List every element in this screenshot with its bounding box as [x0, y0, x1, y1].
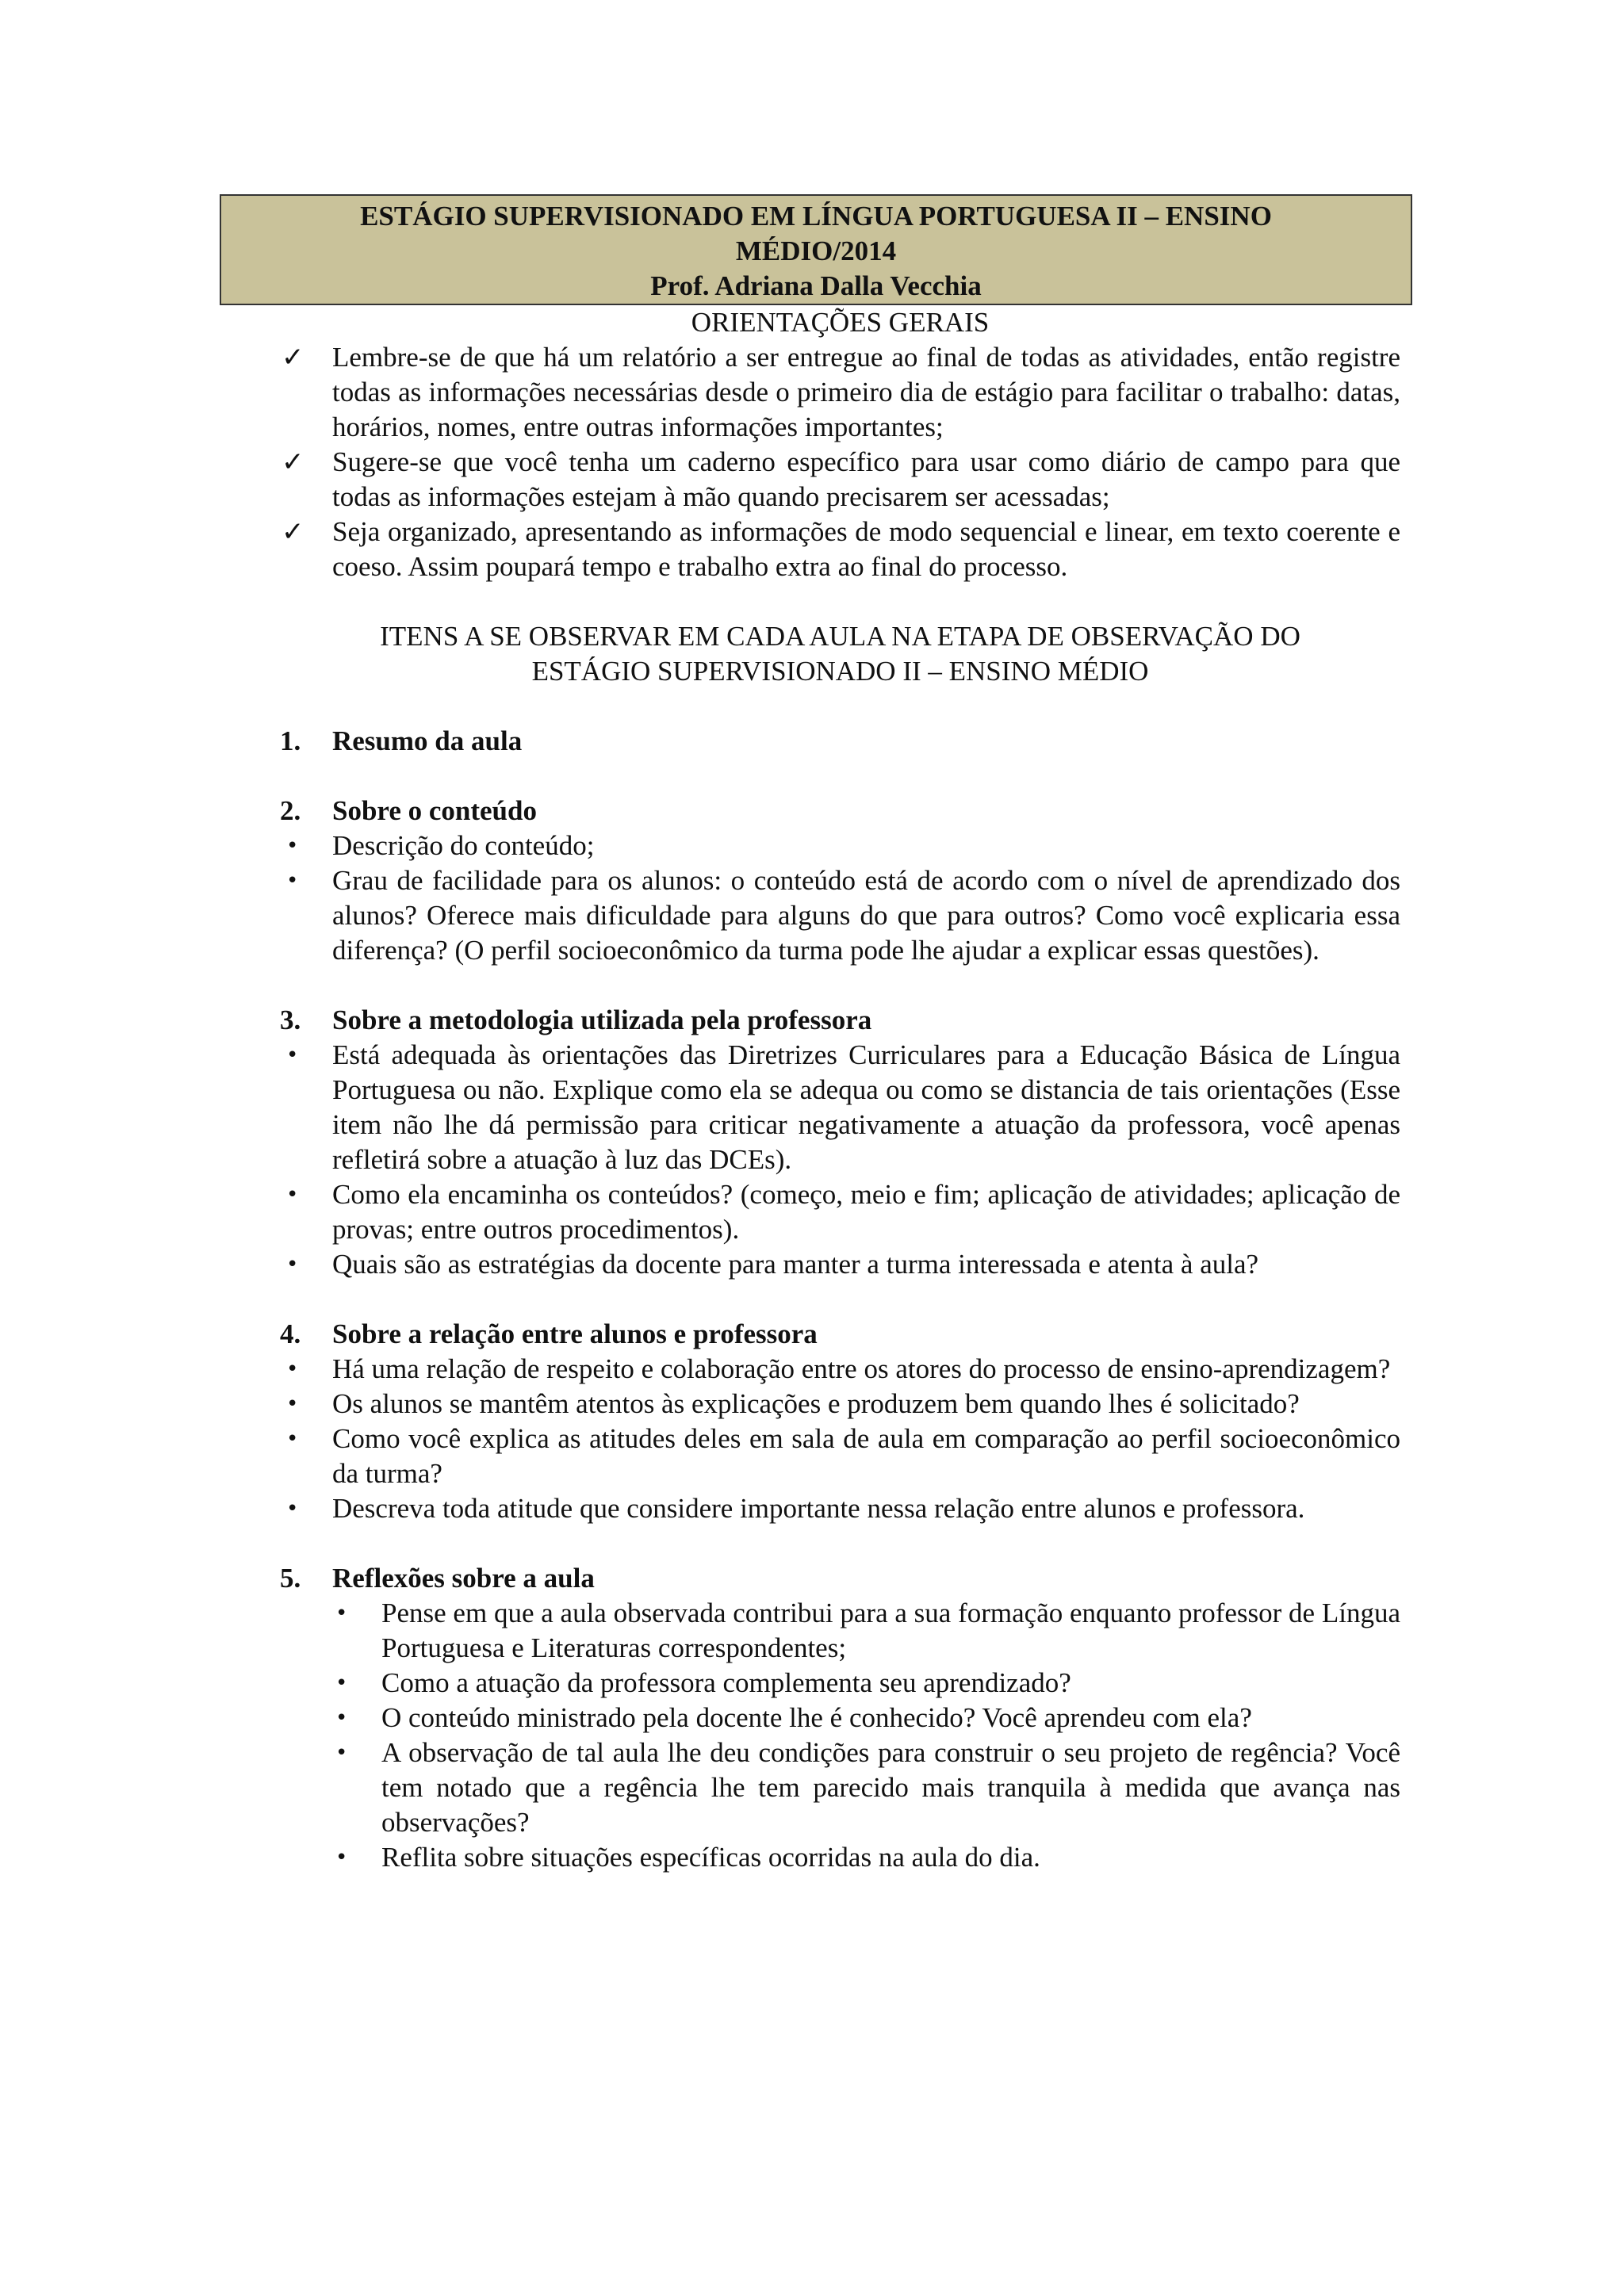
bullet-icon: •: [335, 1671, 348, 1695]
section-heading-5: [280, 1561, 1400, 1596]
guideline-item: [280, 515, 1400, 584]
bullet-icon: •: [286, 1357, 299, 1381]
section-4-list: [280, 1352, 1400, 1526]
list-item: [280, 1387, 1400, 1422]
section-5-list: [280, 1596, 1400, 1875]
guideline-item: [280, 445, 1400, 515]
general-guidelines-list: [280, 340, 1400, 584]
section-number: 1.: [280, 725, 301, 756]
bullet-icon: •: [335, 1706, 348, 1730]
section-3-list: [280, 1038, 1400, 1282]
section-heading-3: [280, 1003, 1400, 1038]
section-title: Resumo da aula: [332, 725, 523, 756]
checkmark-icon: ✓: [282, 446, 304, 478]
list-item-text: Há uma relação de respeito e colaboração entre os atores do processo de ensino-aprendizagem?: [332, 1353, 1391, 1384]
section-number: 3.: [280, 1004, 301, 1035]
guideline-text: Seja organizado, apresentando as informações de modo sequencial e linear, em texto coerente e coeso. Assim poupará tempo e trabalho extra ao final do processo.: [332, 516, 1400, 582]
list-item: [280, 863, 1400, 968]
bullet-icon: •: [286, 1253, 299, 1276]
list-item-text: A observação de tal aula lhe deu condições para construir o seu projeto de regência? Você tem notado que a regência lhe tem parecido mais tranquila à medida que avança nas observações?: [381, 1737, 1400, 1838]
observation-items-title: [280, 619, 1400, 689]
list-item-text: Descreva toda atitude que considere importante nessa relação entre alunos e professora.: [332, 1493, 1305, 1524]
list-item: [280, 1422, 1400, 1491]
bullet-icon: •: [335, 1601, 348, 1625]
section-heading-4: [280, 1317, 1400, 1352]
list-item: [280, 1247, 1400, 1282]
list-item-text: Como você explica as atitudes deles em sala de aula em comparação ao perfil socioeconômico da turma?: [332, 1423, 1400, 1489]
guideline-item: [280, 340, 1400, 445]
bullet-icon: •: [335, 1846, 348, 1869]
list-item-text: Quais são as estratégias da docente para manter a turma interessada e atenta à aula?: [332, 1249, 1259, 1280]
section-number: 2.: [280, 795, 301, 826]
bullet-icon: •: [335, 1741, 348, 1765]
list-item-text: Grau de facilidade para os alunos: o conteúdo está de acordo com o nível de aprendizado dos alunos? Oferece mais dificuldade para alguns do que para outros? Como você explicaria essa diferença? (O perfil socioeconômico da turma pode lhe ajudar a explicar essas questões).: [332, 865, 1400, 966]
list-item-text: Pense em que a aula observada contribui para a sua formação enquanto professor de Língua Portuguesa e Literaturas correspondentes;: [381, 1598, 1400, 1663]
bullet-icon: •: [286, 1392, 299, 1416]
list-item: [280, 828, 1400, 863]
section-title: Sobre a metodologia utilizada pela professora: [332, 1004, 872, 1035]
list-item-text: Está adequada às orientações das Diretrizes Curriculares para a Educação Básica de Língua Portuguesa ou não. Explique como ela se adequa ou como se distancia de tais orientações (Esse item não lhe dá permissão para criticar negativamente a atuação da professora, você apenas refletirá sobre a atuação à luz das DCEs).: [332, 1039, 1400, 1175]
general-guidelines-title: ORIENTAÇÕES GERAIS: [691, 307, 990, 338]
section-heading-2: [280, 794, 1400, 828]
section-2-list: [280, 828, 1400, 968]
title-line-1: ESTÁGIO SUPERVISIONADO EM LÍNGUA PORTUGUESA II – ENSINO: [360, 201, 1272, 232]
observation-title-line-2: ESTÁGIO SUPERVISIONADO II – ENSINO MÉDIO: [531, 656, 1149, 687]
list-item: [280, 1491, 1400, 1526]
bullet-icon: •: [286, 834, 299, 858]
checkmark-icon: ✓: [282, 342, 304, 373]
list-item-text: Como a atuação da professora complementa seu aprendizado?: [381, 1667, 1071, 1698]
observation-title-line-1: ITENS A SE OBSERVAR EM CADA AULA NA ETAPA DE OBSERVAÇÃO DO: [380, 621, 1300, 652]
title-line-2: MÉDIO/2014: [735, 235, 897, 266]
section-title: Reflexões sobre a aula: [332, 1563, 595, 1594]
guideline-text: Lembre-se de que há um relatório a ser entregue ao final de todas as atividades, então registre todas as informações necessárias desde o primeiro dia de estágio para facilitar o trabalho: datas, horários, nomes, entre outras informações importantes;: [332, 342, 1400, 442]
title-box: [220, 194, 1412, 305]
list-item: [280, 1701, 1400, 1735]
section-title: Sobre a relação entre alunos e professora: [332, 1318, 818, 1349]
list-item-text: Descrição do conteúdo;: [332, 830, 595, 861]
section-number: 5.: [280, 1563, 301, 1594]
list-item: [280, 1038, 1400, 1177]
list-item: [280, 1352, 1400, 1387]
bullet-icon: •: [286, 1183, 299, 1207]
list-item-text: O conteúdo ministrado pela docente lhe é conhecido? Você aprendeu com ela?: [381, 1702, 1252, 1733]
section-number: 4.: [280, 1318, 301, 1349]
list-item: [280, 1840, 1400, 1875]
list-item-text: Como ela encaminha os conteúdos? (começo, meio e fim; aplicação de atividades; aplicação de provas; entre outros procedimentos).: [332, 1179, 1400, 1245]
list-item: [280, 1177, 1400, 1247]
bullet-icon: •: [286, 1427, 299, 1451]
list-item: [280, 1666, 1400, 1701]
bullet-icon: •: [286, 1043, 299, 1067]
section-title: Sobre o conteúdo: [332, 795, 537, 826]
list-item: [280, 1735, 1400, 1840]
list-item-text: Os alunos se mantêm atentos às explicações e produzem bem quando lhes é solicitado?: [332, 1388, 1300, 1419]
list-item: [280, 1596, 1400, 1666]
bullet-icon: •: [286, 1497, 299, 1521]
professor-name: Prof. Adriana Dalla Vecchia: [650, 270, 982, 301]
checkmark-icon: ✓: [282, 516, 304, 548]
guideline-text: Sugere-se que você tenha um caderno específico para usar como diário de campo para que todas as informações estejam à mão quando precisarem ser acessadas;: [332, 446, 1400, 512]
bullet-icon: •: [286, 869, 299, 893]
document-body: [280, 194, 1400, 1875]
list-item-text: Reflita sobre situações específicas ocorridas na aula do dia.: [381, 1842, 1040, 1873]
section-heading-1: [280, 724, 1400, 759]
